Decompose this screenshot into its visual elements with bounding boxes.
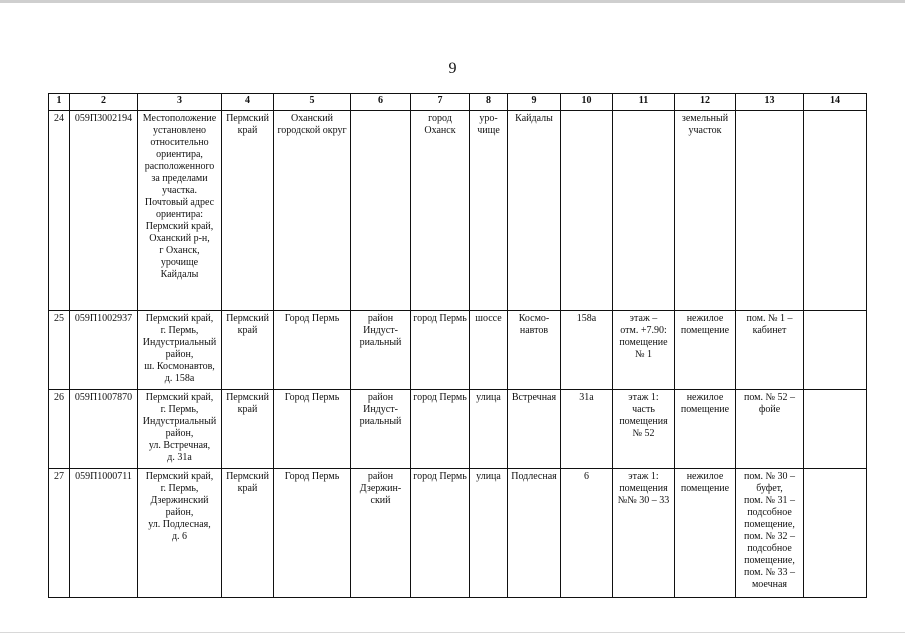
- table-row: [49, 469, 867, 598]
- floor-premises-cell: этаж 1: помещения №№ 30 – 33: [613, 469, 675, 598]
- street-type-cell: улица: [470, 390, 508, 469]
- row-number-cell: 26: [49, 390, 70, 469]
- page-number: 9: [448, 60, 457, 77]
- street-name-cell: Встречная: [508, 390, 561, 469]
- cadastral-code-cell: 059П1000711: [70, 469, 138, 598]
- col-header-7: 7: [411, 94, 470, 111]
- building-number-cell: 158а: [561, 311, 613, 390]
- municipality-cell: Оханский городской округ: [274, 111, 351, 311]
- region-cell: Пермский край: [222, 390, 274, 469]
- notes-cell: [804, 111, 867, 311]
- region-cell: Пермский край: [222, 469, 274, 598]
- street-type-cell: шоссе: [470, 311, 508, 390]
- building-number-cell: [561, 111, 613, 311]
- col-header-13: 13: [736, 94, 804, 111]
- registry-table: [48, 93, 867, 598]
- room-details-cell: пом. № 30 – буфет, пом. № 31 – подсобное помещение, пом. № 32 – подсобное помещение, пом. № 33 – моечная: [736, 469, 804, 598]
- row-number-cell: 24: [49, 111, 70, 311]
- notes-cell: [804, 469, 867, 598]
- building-number-cell: 31а: [561, 390, 613, 469]
- header-row: [49, 94, 867, 111]
- municipality-cell: Город Пермь: [274, 390, 351, 469]
- address-cell: Пермский край, г. Пермь, Дзержинский район, ул. Подлесная, д. 6: [138, 469, 222, 598]
- cadastral-code-cell: 059П1007870: [70, 390, 138, 469]
- cadastral-code-cell: 059П1002937: [70, 311, 138, 390]
- region-cell: Пермский край: [222, 111, 274, 311]
- col-header-5: 5: [274, 94, 351, 111]
- notes-cell: [804, 390, 867, 469]
- object-type-cell: нежилое помещение: [675, 311, 736, 390]
- row-number-cell: 27: [49, 469, 70, 598]
- settlement-cell: город Пермь: [411, 311, 470, 390]
- notes-cell: [804, 311, 867, 390]
- row-number-cell: 25: [49, 311, 70, 390]
- col-header-6: 6: [351, 94, 411, 111]
- col-header-12: 12: [675, 94, 736, 111]
- table-row: [49, 311, 867, 390]
- object-type-cell: нежилое помещение: [675, 469, 736, 598]
- settlement-cell: город Пермь: [411, 469, 470, 598]
- room-details-cell: пом. № 1 – кабинет: [736, 311, 804, 390]
- col-header-8: 8: [470, 94, 508, 111]
- street-type-cell: уро- чище: [470, 111, 508, 311]
- floor-premises-cell: этаж – отм. +7.90: помещение № 1: [613, 311, 675, 390]
- table-row: [49, 111, 867, 311]
- col-header-4: 4: [222, 94, 274, 111]
- col-header-1: 1: [49, 94, 70, 111]
- address-cell: Местоположение установлено относительно ориентира, расположенного за пределами участка. Почтовый адрес ориентира: Пермский край, Оханский р-н, г Оханск, урочище Кайдалы: [138, 111, 222, 311]
- district-cell: район Индуст- риальный: [351, 390, 411, 469]
- municipality-cell: Город Пермь: [274, 469, 351, 598]
- col-header-10: 10: [561, 94, 613, 111]
- settlement-cell: город Оханск: [411, 111, 470, 311]
- street-name-cell: Подлесная: [508, 469, 561, 598]
- col-header-3: 3: [138, 94, 222, 111]
- floor-premises-cell: [613, 111, 675, 311]
- object-type-cell: земельный участок: [675, 111, 736, 311]
- settlement-cell: город Пермь: [411, 390, 470, 469]
- address-cell: Пермский край, г. Пермь, Индустриальный район, ш. Космонавтов, д. 158а: [138, 311, 222, 390]
- district-cell: район Индуст- риальный: [351, 311, 411, 390]
- table-row: [49, 390, 867, 469]
- address-cell: Пермский край, г. Пермь, Индустриальный район, ул. Встречная, д. 31а: [138, 390, 222, 469]
- col-header-14: 14: [804, 94, 867, 111]
- bottom-rule: [0, 632, 905, 633]
- street-type-cell: улица: [470, 469, 508, 598]
- cadastral-code-cell: 059П3002194: [70, 111, 138, 311]
- district-cell: [351, 111, 411, 311]
- district-cell: район Дзержин- ский: [351, 469, 411, 598]
- room-details-cell: пом. № 52 – фойе: [736, 390, 804, 469]
- building-number-cell: 6: [561, 469, 613, 598]
- col-header-9: 9: [508, 94, 561, 111]
- room-details-cell: [736, 111, 804, 311]
- col-header-2: 2: [70, 94, 138, 111]
- region-cell: Пермский край: [222, 311, 274, 390]
- floor-premises-cell: этаж 1: часть помещения № 52: [613, 390, 675, 469]
- col-header-11: 11: [613, 94, 675, 111]
- street-name-cell: Кайдалы: [508, 111, 561, 311]
- street-name-cell: Космо- навтов: [508, 311, 561, 390]
- object-type-cell: нежилое помещение: [675, 390, 736, 469]
- municipality-cell: Город Пермь: [274, 311, 351, 390]
- top-rule: [0, 0, 905, 3]
